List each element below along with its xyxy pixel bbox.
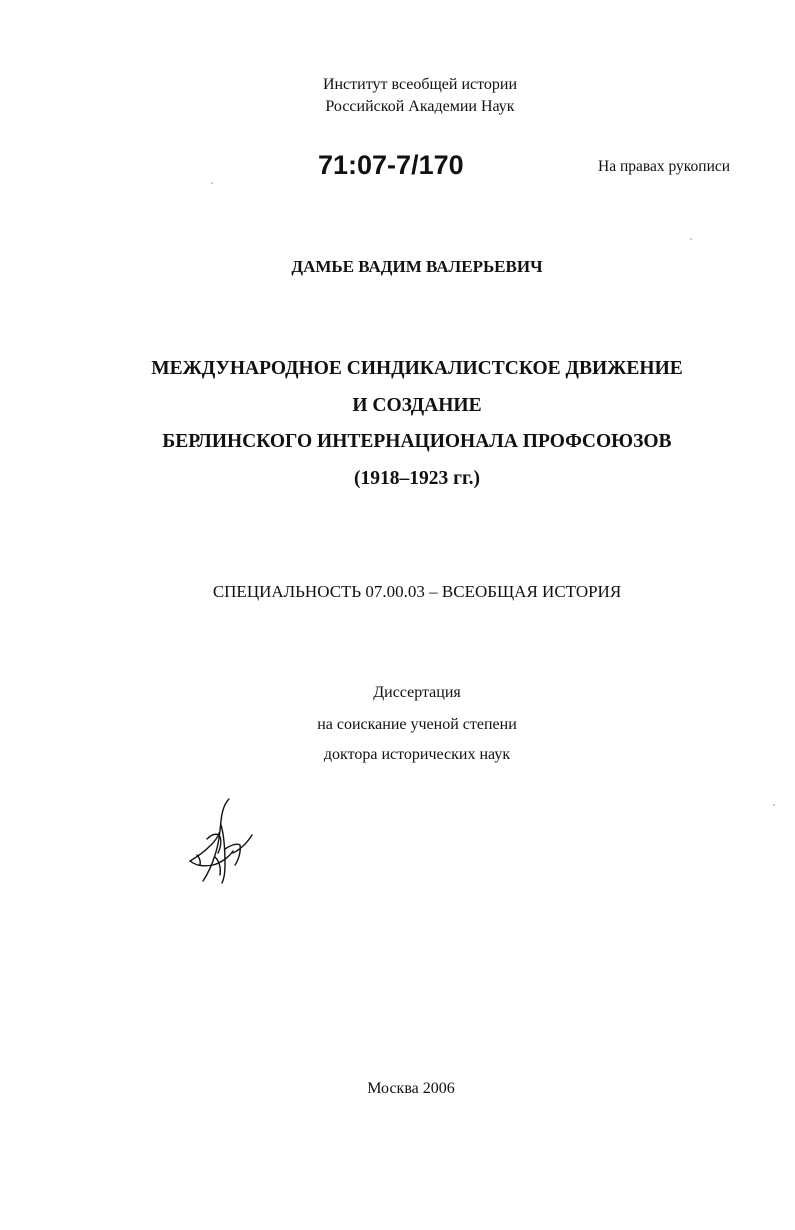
author-name: ДАМЬЕ ВАДИМ ВАЛЕРЬЕВИЧ [291, 257, 543, 276]
handwritten-signature-icon [185, 795, 260, 890]
city-year: Москва 2006 [367, 1080, 455, 1097]
specialty-line: СПЕЦИАЛЬНОСТЬ 07.00.03 – ВСЕОБЩАЯ ИСТОРИЯ [212, 582, 622, 601]
scan-speck [211, 182, 213, 184]
dissertation-line3: доктора исторических наук [323, 746, 511, 763]
scan-speck [690, 238, 692, 240]
thesis-title-line3: БЕРЛИНСКОГО ИНТЕРНАЦИОНАЛА ПРОФСОЮЗОВ [162, 431, 672, 452]
thesis-title-years: (1918–1923 гг.) [354, 468, 480, 489]
thesis-title-line2: И СОЗДАНИЕ [352, 395, 482, 416]
dissertation-line2: на соискание ученой степени [317, 716, 517, 733]
dissertation-line1: Диссертация [373, 684, 461, 701]
thesis-title-line1: МЕЖДУНАРОДНОЕ СИНДИКАЛИСТСКОЕ ДВИЖЕНИЕ [151, 358, 683, 379]
catalog-code: 71:07-7/170 [318, 150, 464, 180]
institute-name-line1: Институт всеобщей истории [322, 76, 518, 93]
institute-name-line2: Российской Академии Наук [325, 98, 515, 115]
scan-speck [773, 804, 775, 806]
rights-note: На правах рукописи [598, 158, 731, 175]
